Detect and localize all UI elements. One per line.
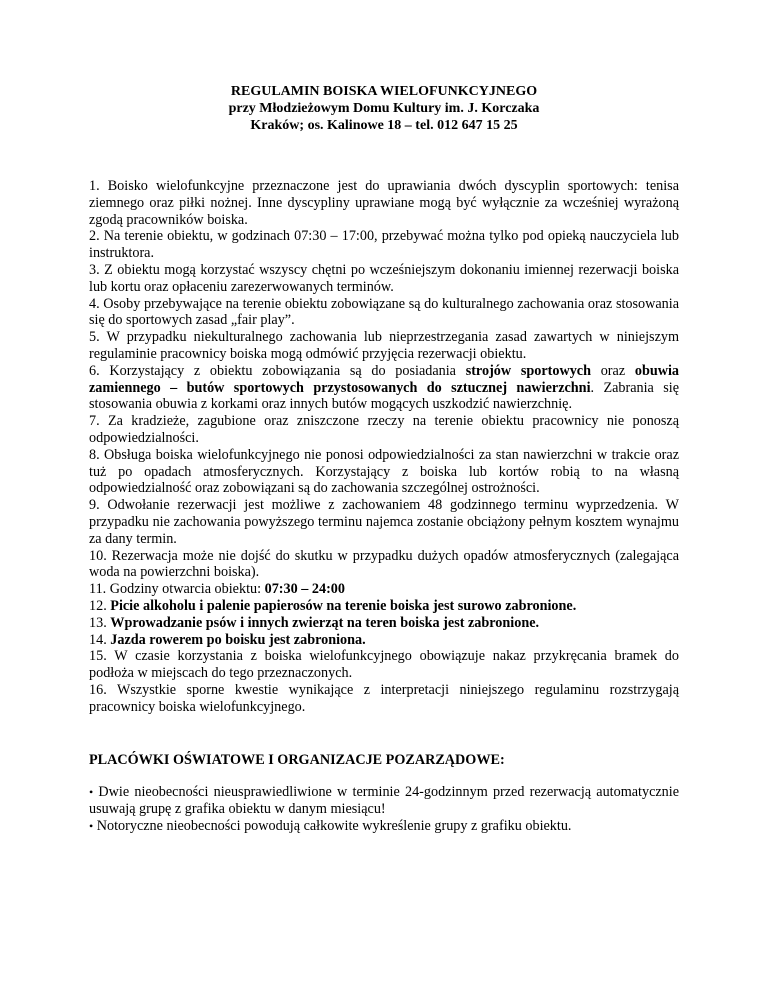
section-title: PLACÓWKI OŚWIATOWE I ORGANIZACJE POZARZĄDOWE: <box>89 752 505 768</box>
rule-11-text: 11. Godziny otwarcia obiektu: <box>89 581 265 598</box>
document-title: REGULAMIN BOISKA WIELOFUNKCYJNEGO <box>230 84 538 99</box>
rule-13-text: Wprowadzanie psów i innych zwierząt na teren boiska jest zabronione. <box>110 614 540 631</box>
bullet-item-1 <box>89 784 679 818</box>
rule-16: 16. Wszystkie sporne kwestie wynikające z interpretacji niniejszego regulaminu rozstrzygają pracownicy boiska wielofunkcyjnego. <box>89 681 679 715</box>
rule-11 <box>89 581 679 598</box>
rule-8: 8. Obsługa boiska wielofunkcyjnego nie ponosi odpowiedzialności za stan nawierzchni w trakcie oraz tuż po opadach atmosferycznych. Korzystający z boiska lub kortów robią to na własną odpowiedzialność oraz zobowiązani są do zachowania szczególnej ostrożności. <box>89 446 679 497</box>
rule-6-text-c: . Zabrania się stosowania obuwia z korkami oraz innych butów mogących uszkodzić nawierzchnię. <box>89 379 679 413</box>
rule-6-bold-b: obuwia zamiennego – butów sportowych przystosowanych do sztucznej nawierzchni <box>89 362 679 396</box>
bullet-item-1-text: Dwie nieobecności nieusprawiedliwione w terminie 24-godzinnym przed rezerwacją automatycznie usuwają grupę z grafika obiektu w danym miesiącu! <box>89 784 680 817</box>
rule-4: 4. Osoby przebywające na terenie obiektu zobowiązane są do kulturalnego zachowania oraz stosowania się do sportowych zasad „fair play”. <box>89 295 679 329</box>
rule-10: 10. Rezerwacja może nie dojść do skutku w przypadku dużych opadów atmosferycznych (zalegająca woda na powierzchni boiska). <box>89 547 679 581</box>
rule-6 <box>89 363 679 413</box>
rule-14 <box>89 632 679 649</box>
document-subtitle: przy Młodzieżowym Domu Kultury im. J. Korczaka <box>228 101 540 116</box>
rule-5: 5. W przypadku niekulturalnego zachowania lub nieprzestrzegania zasad zawartych w niniejszym regulaminie pracownicy boiska mogą odmówić przyjęcia rezerwacji obiektu. <box>89 329 679 362</box>
bullet-item-2 <box>89 818 679 835</box>
rule-15: 15. W czasie korzystania z boiska wielofunkcyjnego obowiązuje nakaz przykręcania bramek do podłoża w miejscach do tego przeznaczonych. <box>89 648 679 682</box>
bullet-icon: • <box>89 785 94 799</box>
rule-1: 1. Boisko wielofunkcyjne przeznaczone jest do uprawiania dwóch dyscyplin sportowych: tenisa ziemnego oraz piłki nożnej. Inne dyscypliny uprawiane mogą być wyłącznie za wcześniej wyrażoną zgodą pracowników boiska. <box>89 178 679 228</box>
rule-3: 3. Z obiektu mogą korzystać wszyscy chętni po wcześniejszym dokonaniu imiennej rezerwacji boiska lub kortu oraz opłaceniu zarezerwowanych terminów. <box>89 261 679 295</box>
bullet-item-2-text: Notoryczne nieobecności powodują całkowite wykreślenie grupy z grafiku obiektu. <box>96 817 572 834</box>
rule-6-text-b: oraz <box>591 362 635 379</box>
document-header <box>0 83 768 134</box>
rule-6-text-a: 6. Korzystający z obiektu zobowiązania są do posiadania <box>89 362 466 379</box>
bullet-list <box>89 784 679 834</box>
rule-12 <box>89 598 679 615</box>
rule-7: 7. Za kradzieże, zagubione oraz zniszczone rzeczy na terenie obiektu pracownicy nie ponoszą odpowiedzialności. <box>89 413 679 446</box>
rule-12-text: Picie alkoholu i palenie papierosów na terenie boiska jest surowo zabronione. <box>110 597 577 614</box>
rule-14-number: 14. <box>89 631 111 648</box>
rule-9: 9. Odwołanie rezerwacji jest możliwe z zachowaniem 48 godzinnego terminu wyprzedzenia. W przypadku nie zachowania powyższego terminu najemca zostanie obciążony pełnym kosztem wynajmu za dany termin. <box>89 497 679 547</box>
rule-11-hours: 07:30 – 24:00 <box>264 581 345 598</box>
bullet-icon: • <box>89 818 94 833</box>
rule-12-number: 12. <box>89 597 111 614</box>
rule-13-number: 13. <box>89 614 111 631</box>
rule-6-bold-a: strojów sportowych <box>465 362 591 379</box>
rule-13 <box>89 615 679 632</box>
rules-list <box>89 178 679 716</box>
rule-14-text: Jazda rowerem po boisku jest zabroniona. <box>110 631 366 648</box>
document-address: Kraków; os. Kalinowe 18 – tel. 012 647 15 25 <box>250 118 518 133</box>
rule-2: 2. Na terenie obiektu, w godzinach 07:30 – 17:00, przebywać można tylko pod opieką nauczyciela lub instruktora. <box>89 228 679 262</box>
